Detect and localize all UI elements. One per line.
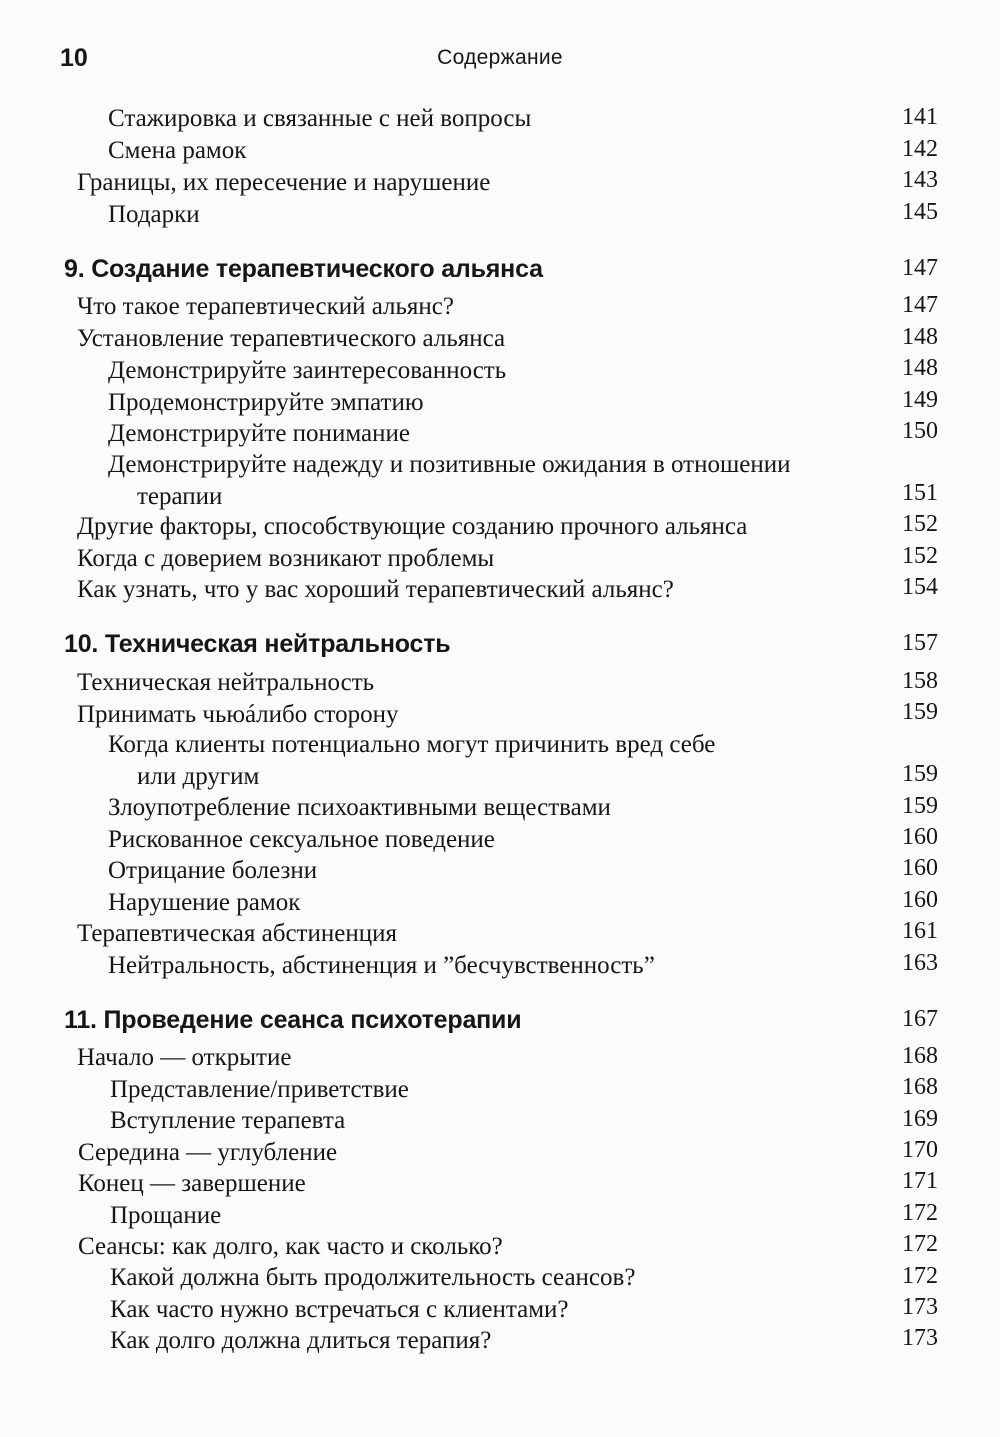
toc-entry: терапии <box>137 483 223 510</box>
toc-page-number: 152 <box>902 543 938 569</box>
chapter-heading: 11. Проведение сеанса психотерапии <box>64 1006 522 1034</box>
toc-entry: или другим <box>137 763 260 790</box>
toc-entry: Демонстрируйте заинтересованность <box>108 357 507 384</box>
toc-entry: Нейтральность, абстиненция и ”бесчувственность” <box>108 952 655 979</box>
toc-page-number: 151 <box>902 480 938 506</box>
running-title: Содержание <box>437 46 563 69</box>
chapter-heading: 9. Создание терапевтического альянса <box>64 255 543 283</box>
toc-page-number: 148 <box>902 324 938 350</box>
toc-entry: Продемонстрируйте эмпатию <box>108 389 424 416</box>
toc-page-number: 160 <box>902 887 938 913</box>
toc-page-number: 172 <box>902 1200 938 1226</box>
toc-entry: Техническая нейтральность <box>77 669 375 696</box>
toc-page-number: 172 <box>902 1263 938 1289</box>
toc-entry: Демонстрируйте надежду и позитивные ожидания в отношении <box>108 451 791 478</box>
toc-page-number: 147 <box>902 292 938 318</box>
toc-entry: Как часто нужно встречаться с клиентами? <box>110 1296 569 1323</box>
toc-entry: Когда клиенты потенциально могут причинить вред себе <box>108 731 716 758</box>
toc-page-number: 154 <box>902 574 938 600</box>
toc-entry: Как узнать, что у вас хороший терапевтический альянс? <box>77 576 674 603</box>
toc-entry: Подарки <box>108 201 200 228</box>
toc-page-number: 157 <box>902 630 938 656</box>
toc-page-number: 152 <box>902 511 938 537</box>
toc-page-number: 150 <box>902 418 938 444</box>
toc-entry: Вступление терапевта <box>110 1107 346 1134</box>
toc-page-number: 159 <box>902 761 938 787</box>
toc-page-number: 167 <box>902 1006 938 1032</box>
toc-page-number: 168 <box>902 1074 938 1100</box>
toc-page-number: 143 <box>902 167 938 193</box>
toc-page-number: 147 <box>902 255 938 281</box>
toc-page-number: 160 <box>902 855 938 881</box>
toc-entry: Демонстрируйте понимание <box>108 420 410 447</box>
toc-entry: Стажировка и связанные с ней вопросы <box>108 105 532 132</box>
chapter-heading: 10. Техническая нейтральность <box>64 630 451 658</box>
toc-page-number: 159 <box>902 793 938 819</box>
toc-entry: Границы, их пересечение и нарушение <box>77 169 491 196</box>
toc-page-number: 159 <box>902 699 938 725</box>
page-number: 10 <box>60 44 88 72</box>
toc-page-number: 173 <box>902 1294 938 1320</box>
toc-entry: Что такое терапевтический альянс? <box>77 293 455 320</box>
toc-page-number: 145 <box>902 199 938 225</box>
toc-entry: Другие факторы, способствующие созданию прочного альянса <box>77 513 748 540</box>
toc-entry: Рискованное сексуальное поведение <box>108 826 495 853</box>
toc-entry: Конец — завершение <box>78 1170 306 1197</box>
toc-page-number: 141 <box>902 104 938 130</box>
toc-entry: Какой должна быть продолжительность сеансов? <box>110 1264 636 1291</box>
toc-entry: Нарушение рамок <box>108 889 301 916</box>
toc-page-number: 160 <box>902 824 938 850</box>
toc-page-number: 158 <box>902 668 938 694</box>
toc-entry: Терапевтическая абстиненция <box>77 920 397 947</box>
toc-entry: Середина — углубление <box>78 1139 338 1166</box>
toc-entry: Начало — открытие <box>77 1044 292 1071</box>
toc-entry: Отрицание болезни <box>108 857 318 884</box>
toc-page-number: 169 <box>902 1106 938 1132</box>
toc-page-number: 172 <box>902 1231 938 1257</box>
toc-page-number: 163 <box>902 950 938 976</box>
toc-page-number: 161 <box>902 918 938 944</box>
toc-entry: Принимать чьюáлибо сторону <box>77 701 399 728</box>
toc-page-number: 168 <box>902 1043 938 1069</box>
toc-page-number: 173 <box>902 1325 938 1351</box>
toc-page-number: 170 <box>902 1137 938 1163</box>
toc-entry: Когда с доверием возникают проблемы <box>77 545 495 572</box>
toc-entry: Прощание <box>110 1202 222 1229</box>
toc-entry: Как долго должна длиться терапия? <box>110 1327 492 1354</box>
toc-page-number: 171 <box>902 1168 938 1194</box>
toc-entry: Злоупотребление психоактивными веществами <box>108 794 611 821</box>
toc-page-number: 148 <box>902 355 938 381</box>
toc-entry: Представление/приветствие <box>110 1076 409 1103</box>
toc-entry: Смена рамок <box>108 137 247 164</box>
toc-page-number: 149 <box>902 387 938 413</box>
page-header <box>0 44 1000 80</box>
toc-entry: Установление терапевтического альянса <box>77 325 506 352</box>
toc-page-number: 142 <box>902 136 938 162</box>
toc-entry: Сеансы: как долго, как часто и сколько? <box>78 1233 503 1260</box>
